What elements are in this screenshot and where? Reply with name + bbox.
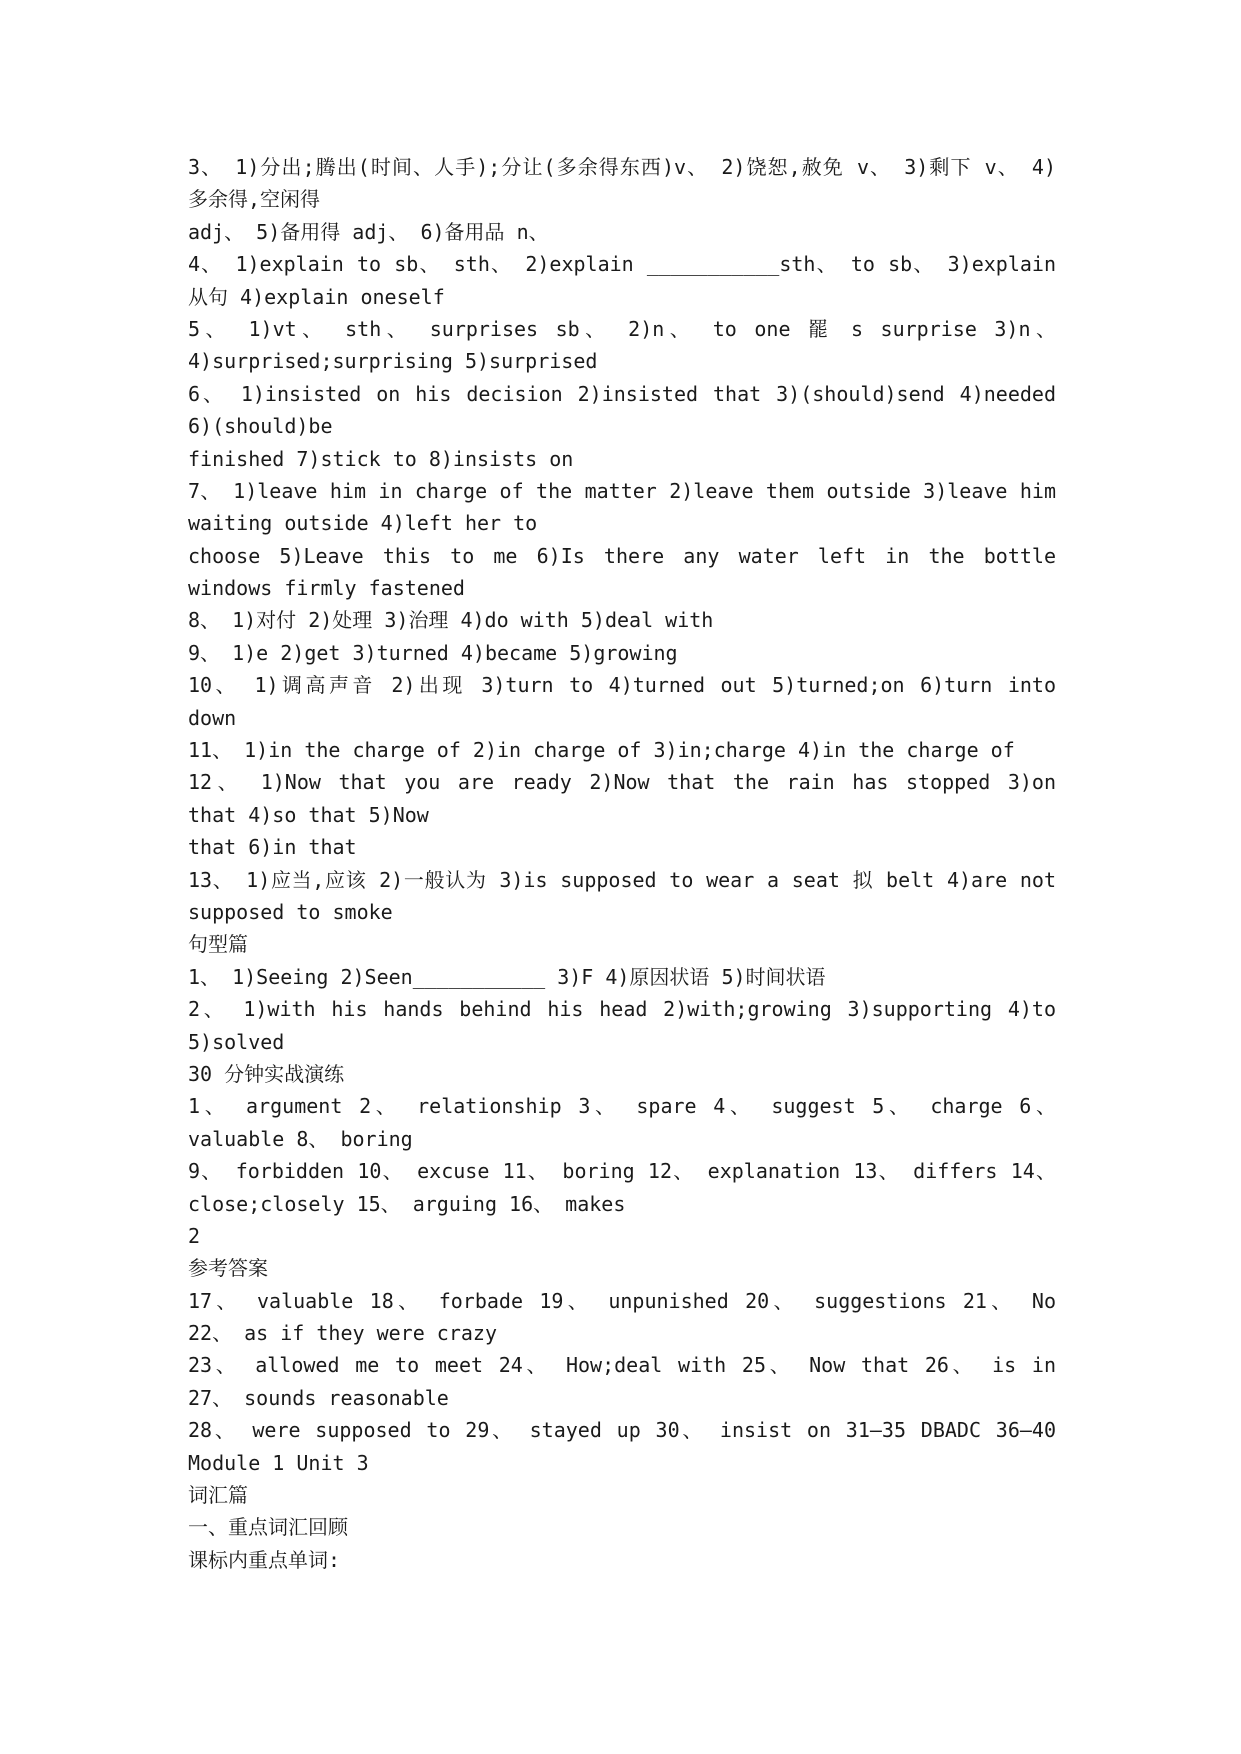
text-line: 6、 1)insisted on his decision 2)insisted that 3)(should)send 4)needed (188, 381, 1056, 406)
text-line: 多余得,空闲得 (188, 187, 321, 212)
text-line: waiting outside 4)left her to (188, 511, 538, 536)
text-line: 1、 1)Seeing 2)Seen___________ 3)F 4)原因状语 5)时间状语 (188, 964, 826, 989)
text-line: 5、 1)vt、 sth、 surprises sb、 2)n、 to one 罷 s surprise 3)n、 (188, 316, 1056, 341)
text-line: 22、 as if they were crazy (188, 1321, 497, 1346)
text-line: 1、 argument 2、 relationship 3、 spare 4、 suggest 5、 charge 6、 (188, 1094, 1056, 1119)
text-line: 从句 4)explain oneself (188, 284, 445, 309)
text-line: valuable 8、 boring (188, 1126, 413, 1151)
text-line: choose 5)Leave this to me 6)Is there any water left in the bottle (188, 543, 1056, 568)
text-line: down (188, 705, 237, 730)
text-line: 课标内重点单词: (188, 1547, 341, 1572)
text-line: 9、 1)e 2)get 3)turned 4)became 5)growing (188, 640, 678, 665)
text-line: 10、 1)调高声音 2)出现 3)turn to 4)turned out 5)turned;on 6)turn into (188, 673, 1056, 698)
text-line: close;closely 15、 arguing 16、 makes (188, 1191, 626, 1216)
text-line: 11、 1)in the charge of 2)in charge of 3)in;charge 4)in the charge of (188, 738, 1015, 763)
text-line: 12、 1)Now that you are ready 2)Now that the rain has stopped 3)on (188, 770, 1056, 795)
text-line: 9、 forbidden 10、 excuse 11、 boring 12、 explanation 13、 differs 14、 (188, 1159, 1056, 1184)
page-number: 2 (188, 1223, 201, 1248)
text-line: 4、 1)explain to sb、 sth、 2)explain ___________sth、 to sb、 3)explain (188, 252, 1056, 277)
text-line: 2、 1)with his hands behind his head 2)with;growing 3)supporting 4)to (188, 997, 1056, 1022)
text-line: supposed to smoke (188, 899, 393, 924)
section-heading: Module 1 Unit 3 (188, 1450, 369, 1475)
text-line: 6)(should)be (188, 414, 333, 439)
text-line: 13、 1)应当,应该 2)一般认为 3)is supposed to wear a seat 拟 belt 4)are not (188, 867, 1056, 892)
text-line: windows firmly fastened (188, 576, 465, 601)
answer-key-text (188, 151, 1056, 1576)
section-heading: 30 分钟实战演练 (188, 1061, 345, 1086)
text-line: that 4)so that 5)Now (188, 802, 429, 827)
section-heading: 句型篇 (188, 932, 248, 957)
text-line: 7、 1)leave him in charge of the matter 2)leave them outside 3)leave him (188, 478, 1056, 503)
section-heading: 词汇篇 (188, 1483, 248, 1508)
text-line: 17、 valuable 18、 forbade 19、 unpunished 20、 suggestions 21、 No (188, 1288, 1056, 1313)
text-line: 27、 sounds reasonable (188, 1385, 449, 1410)
text-line: 23、 allowed me to meet 24、 How;deal with 25、 Now that 26、 is in (188, 1353, 1056, 1378)
text-line: 5)solved (188, 1029, 285, 1054)
section-heading: 参考答案 (188, 1256, 268, 1281)
text-line: that 6)in that (188, 835, 357, 860)
text-line: 4)surprised;surprising 5)surprised (188, 349, 598, 374)
section-heading: 一、重点词汇回顾 (188, 1515, 348, 1540)
text-line: adj、 5)备用得 adj、 6)备用品 n、 (188, 219, 549, 244)
text-line: 8、 1)对付 2)处理 3)治理 4)do with 5)deal with (188, 608, 714, 633)
text-line: 3、 1)分出;腾出(时间、人手);分让(多余得东西)v、 2)饶恕,赦免 v、 3)剩下 v、 4) (188, 155, 1056, 179)
text-line: 28、 were supposed to 29、 stayed up 30、 insist on 31—35 DBADC 36—40 (188, 1418, 1056, 1443)
text-line: finished 7)stick to 8)insists on (188, 446, 574, 471)
